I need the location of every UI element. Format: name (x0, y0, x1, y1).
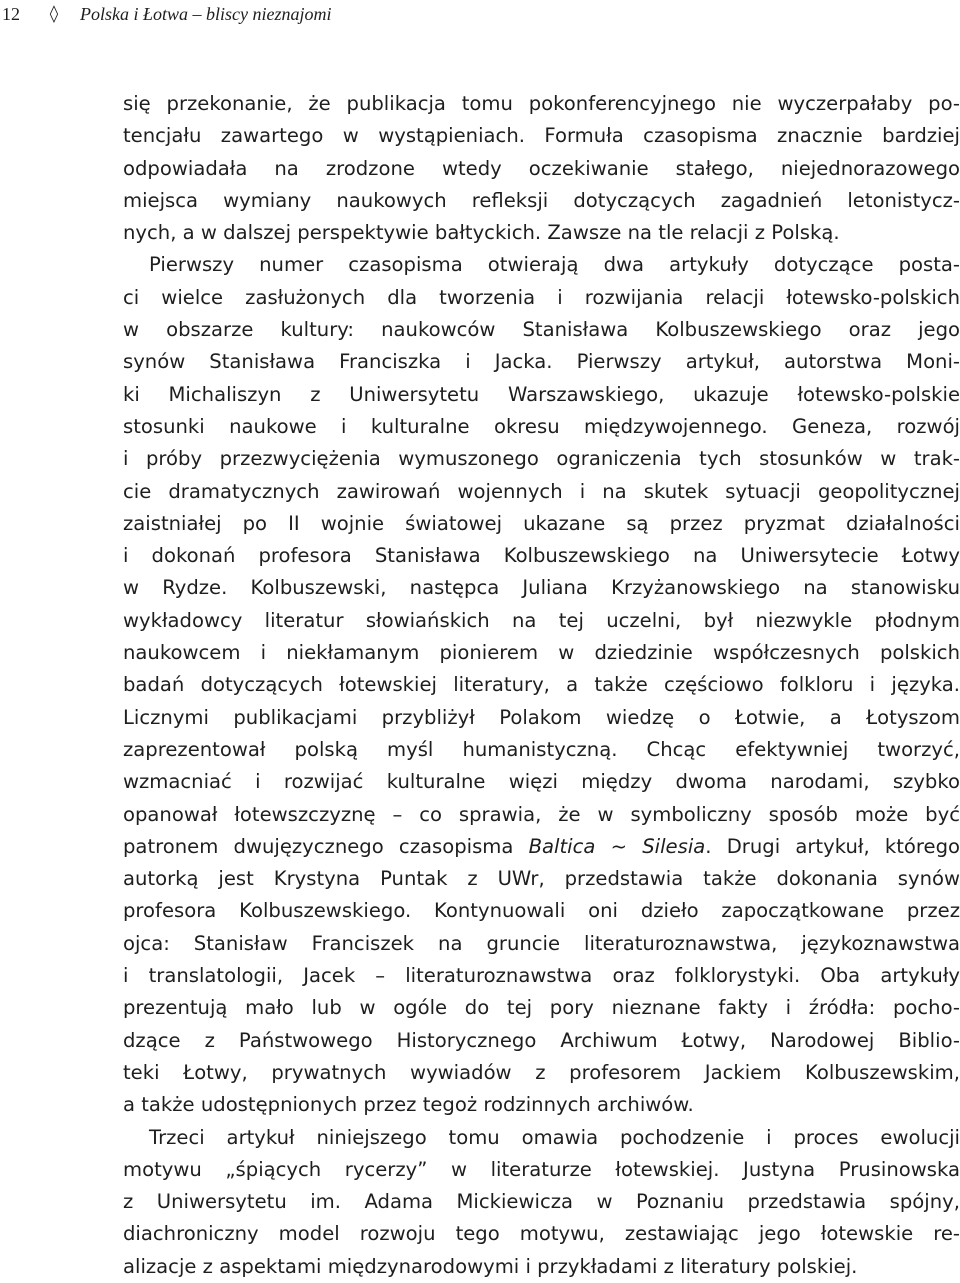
text-line: wykładowcy literatur słowiańskich na tej uczelni, był niezwykle płodnym (123, 608, 960, 632)
text-line: motywu „śpiących rycerzy” w literaturze łotewskiej. Justyna Prusinowska (123, 1157, 960, 1181)
text-line: alizacje z aspektami międzynarodowymi i przykładami z literatury polskiej. (123, 1254, 858, 1278)
text-line: teki Łotwy, prywatnych wywiadów z profesorem Jackiem Kolbuszewskim, (123, 1060, 960, 1084)
text-line: badań dotyczących łotewskiej literatury, a także częściowo folkloru i języka. (123, 673, 960, 697)
journal-name: Baltica ~ Silesia (528, 834, 706, 858)
text-line: i próby przezwyciężenia wymuszonego ograniczenia tych stosunków w trak- (123, 447, 960, 471)
journal-title: Polska i Łotwa – bliscy nieznajomi (80, 3, 332, 24)
text-segment: . Drugi artykuł, którego (705, 834, 960, 858)
text-line: się przekonanie, że publikacja tomu pokonferencyjnego nie wyczerpałaby po- (123, 92, 960, 115)
text-line: naukowcem i niekłamanym pionierem w dziedzinie współczesnych polskich (123, 641, 960, 665)
text-line: ki Michaliszyn z Uniwersytetu Warszawskiego, ukazuje łotewsko-polskie (123, 382, 960, 406)
text-line: zaprezentował polską myśl humanistyczną. Chcąc efektywniej tworzyć, (123, 737, 960, 761)
body-text (123, 88, 960, 1283)
text-line: i dokonań profesora Stanisława Kolbuszewskiego na Uniwersytecie Łotwy (123, 544, 960, 568)
text-line: w obszarze kultury: naukowców Stanisława Kolbuszewskiego oraz jego (123, 318, 960, 342)
paragraph-first-line: Pierwszy numer czasopisma otwierają dwa artykuły dotyczące posta- (149, 253, 960, 277)
text-line: dzące z Państwowego Historycznego Archiwum Łotwy, Narodowej Biblio- (123, 1028, 960, 1052)
paragraph-first-line: Trzeci artykuł niniejszego tomu omawia pochodzenie i proces ewolucji (149, 1125, 960, 1149)
text-line: z Uniwersytetu im. Adama Mickiewicza w Poznaniu przedstawia spójny, (123, 1190, 960, 1214)
text-line: miejsca wymiany naukowych refleksji dotyczących zagadnień letonistycz- (123, 188, 960, 212)
text-line: w Rydze. Kolbuszewski, następca Juliana Krzyżanowskiego na stanowisku (123, 576, 960, 600)
text-segment: patronem dwujęzycznego czasopisma (123, 834, 529, 858)
text-line: autorką jest Krystyna Puntak z UWr, przedstawia także dokonania synów (123, 867, 960, 891)
text-line: synów Stanisława Franciszka i Jacka. Pierwszy artykuł, autorstwa Moni- (123, 350, 960, 374)
text-line: odpowiadała na zrodzone wtedy oczekiwanie stałego, niejednorazowego (123, 156, 960, 180)
diamond-separator-icon: ◊ (49, 4, 59, 24)
text-line: nych, a w dalszej perspektywie bałtyckich. Zawsze na tle relacji z Polską. (123, 221, 840, 245)
text-line: i translatologii, Jacek – literaturoznawstwa oraz folklorystyki. Oba artykuły (123, 964, 960, 988)
text-line: wzmacniać i rozwijać kulturalne więzi między dwoma narodami, szybko (123, 770, 960, 794)
text-line: a także udostępnionych przez tegoż rodzinnych archiwów. (123, 1093, 694, 1117)
text-line: opanował łotewszczyznę – co sprawia, że w symboliczny sposób może być (123, 802, 960, 826)
text-line: Licznymi publikacjami przybliżył Polakom wiedzę o Łotwie, a Łotyszom (123, 705, 960, 729)
page-number: 12 (2, 3, 20, 24)
text-line: zaistniałej po II wojnie światowej ukazane są przez pryzmat działalności (123, 511, 960, 535)
text-line-with-journal-name (123, 831, 960, 863)
text-line: stosunki naukowe i kulturalne okresu międzywojennego. Geneza, rozwój (123, 414, 960, 438)
text-line: prezentują mało lub w ogóle do tej pory nieznane fakty i źródła: pocho- (123, 996, 960, 1020)
text-line: diachroniczny model rozwoju tego motywu, zestawiając jego łotewskie re- (123, 1222, 960, 1246)
text-line: ci wielce zasłużonych dla tworzenia i rozwijania relacji łotewsko-polskich (123, 285, 960, 309)
text-line: cie dramatycznych zawirowań wojennych i na skutek sytuacji geopolitycznej (123, 479, 960, 503)
text-line: tencjału zawartego w wystąpieniach. Formuła czasopisma znacznie bardziej (123, 124, 960, 148)
running-head (2, 3, 332, 25)
text-line: profesora Kolbuszewskiego. Kontynuowali oni dzieło zapoczątkowane przez (123, 899, 960, 923)
text-line: ojca: Stanisław Franciszek na gruncie literaturoznawstwa, językoznawstwa (123, 931, 960, 955)
